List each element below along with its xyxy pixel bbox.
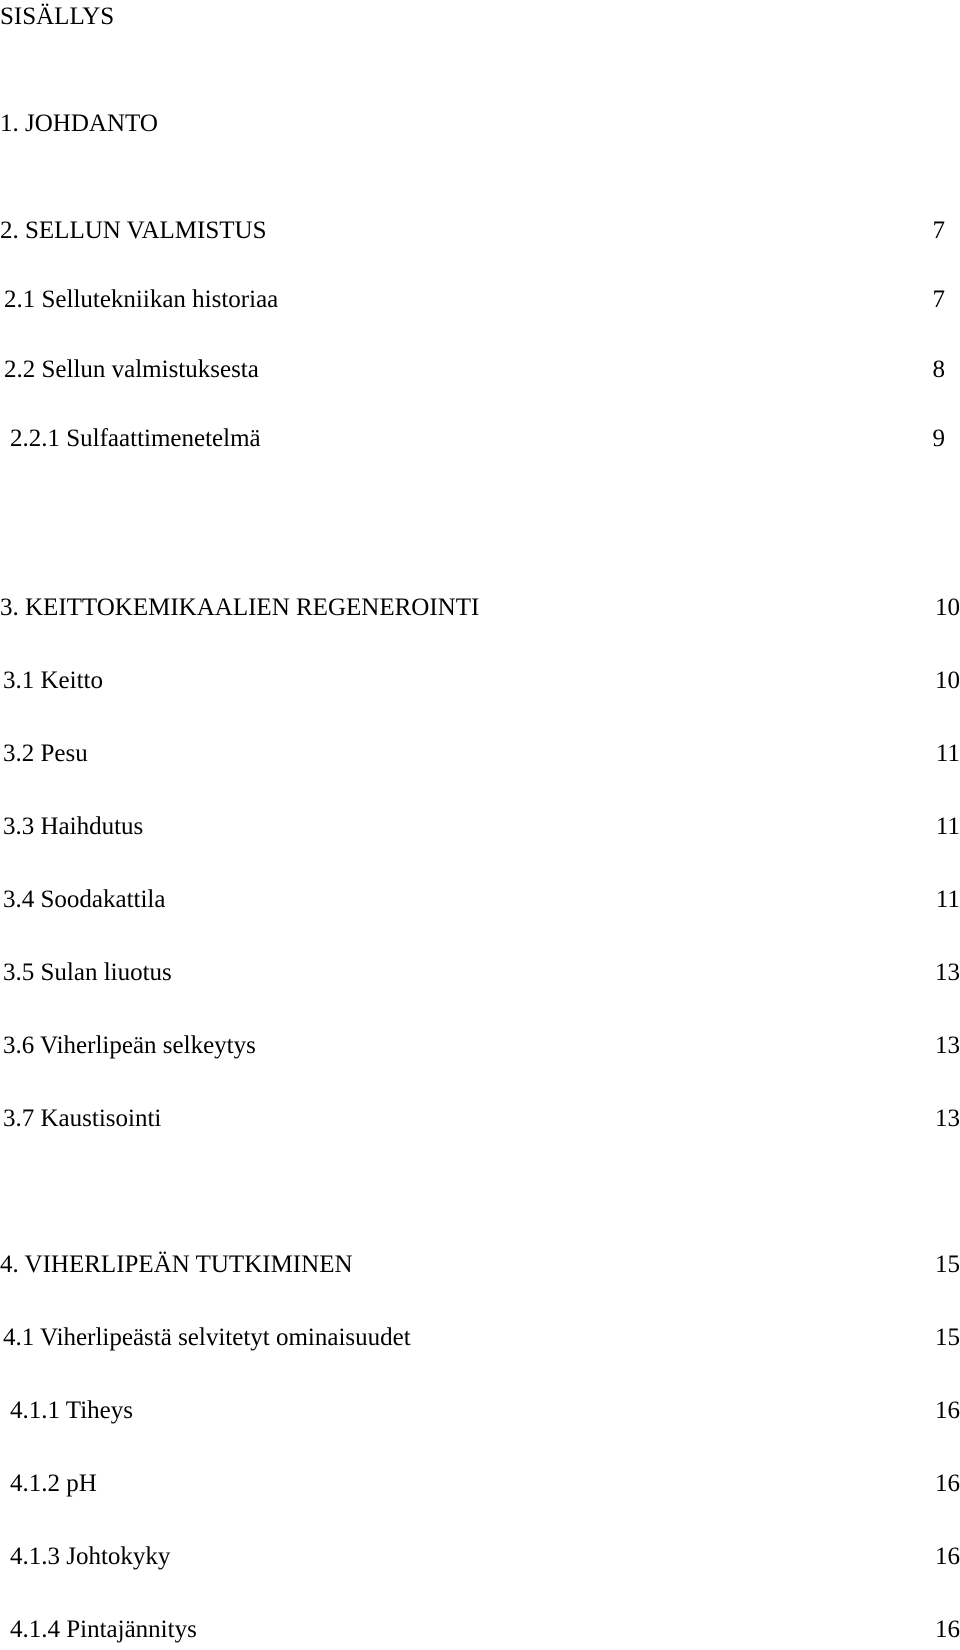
toc-entry-page: 15 (935, 1324, 960, 1351)
toc-entry (0, 664, 960, 698)
toc-entry (0, 1321, 960, 1355)
toc-entry-label: 2.2 Sellun valmistuksesta (4, 356, 259, 383)
toc-entry (0, 422, 960, 456)
toc-entry-page: 16 (935, 1397, 960, 1424)
toc-entry-page: 8 (932, 356, 945, 383)
toc-entry-label: 3.4 Soodakattila (3, 886, 166, 913)
toc-entry (0, 956, 960, 990)
toc-entry-label: 4.1 Viherlipeästä selvitetyt ominaisuudet (3, 1324, 411, 1351)
toc-entry (0, 214, 960, 248)
toc-entry-page: 7 (932, 286, 945, 313)
toc-entry (0, 1613, 960, 1647)
toc-entry-label: 3.2 Pesu (3, 740, 88, 767)
toc-entry-label: 3.3 Haihdutus (3, 813, 144, 840)
toc-entry-page: 11 (935, 740, 960, 767)
toc-entry-label: 3. KEITTOKEMIKAALIEN REGENEROINTI (0, 594, 480, 621)
toc-entry-label: 3.6 Viherlipeän selkeytys (3, 1032, 256, 1059)
toc-entry (0, 1029, 960, 1063)
toc-entry-page: 10 (935, 594, 960, 621)
toc-entry (0, 353, 960, 387)
toc-entry-page: 13 (935, 1105, 960, 1132)
toc-entry-label: 4.1.4 Pintajännitys (10, 1616, 197, 1643)
toc-entry-page: 13 (935, 959, 960, 986)
toc-entry-page: 11 (935, 813, 960, 840)
toc-entry-page: 16 (935, 1470, 960, 1497)
toc-entry (0, 107, 960, 141)
toc-entry (0, 283, 960, 317)
toc-entry (0, 883, 960, 917)
toc-entry-page: 13 (935, 1032, 960, 1059)
toc-entry-label: 3.7 Kaustisointi (3, 1105, 162, 1132)
toc-entry-label: 4.1.3 Johtokyky (10, 1543, 171, 1570)
toc-entry-page: 16 (935, 1616, 960, 1643)
toc-entry-page: 7 (932, 217, 945, 244)
toc-entry (0, 737, 960, 771)
toc-entry (0, 1394, 960, 1428)
toc-title: SISÄLLYS (0, 3, 115, 30)
toc-entry-label: 3.1 Keitto (3, 667, 103, 694)
toc-entry-label: 2. SELLUN VALMISTUS (0, 217, 267, 244)
toc-entry (0, 1102, 960, 1136)
toc-entry-label: 4. VIHERLIPEÄN TUTKIMINEN (0, 1251, 353, 1278)
toc-entry-page: 16 (935, 1543, 960, 1570)
toc-entry-page: 10 (935, 667, 960, 694)
toc-entry (0, 591, 960, 625)
toc-entry-page: 11 (935, 886, 960, 913)
toc-entry (0, 1540, 960, 1574)
toc-entry-label: 3.5 Sulan liuotus (3, 959, 172, 986)
toc-entry (0, 1467, 960, 1501)
toc-entry-page: 9 (932, 425, 945, 452)
toc-entry-label: 2.2.1 Sulfaattimenetelmä (10, 425, 261, 452)
toc-entry (0, 810, 960, 844)
toc-entry-label: 1. JOHDANTO (0, 110, 158, 137)
toc-entry-page: 15 (935, 1251, 960, 1278)
toc-entry-label: 2.1 Sellutekniikan historiaa (4, 286, 279, 313)
toc-entry-label: 4.1.2 pH (10, 1470, 97, 1497)
toc-entry-label: 4.1.1 Tiheys (10, 1397, 133, 1424)
toc-entry (0, 1248, 960, 1282)
